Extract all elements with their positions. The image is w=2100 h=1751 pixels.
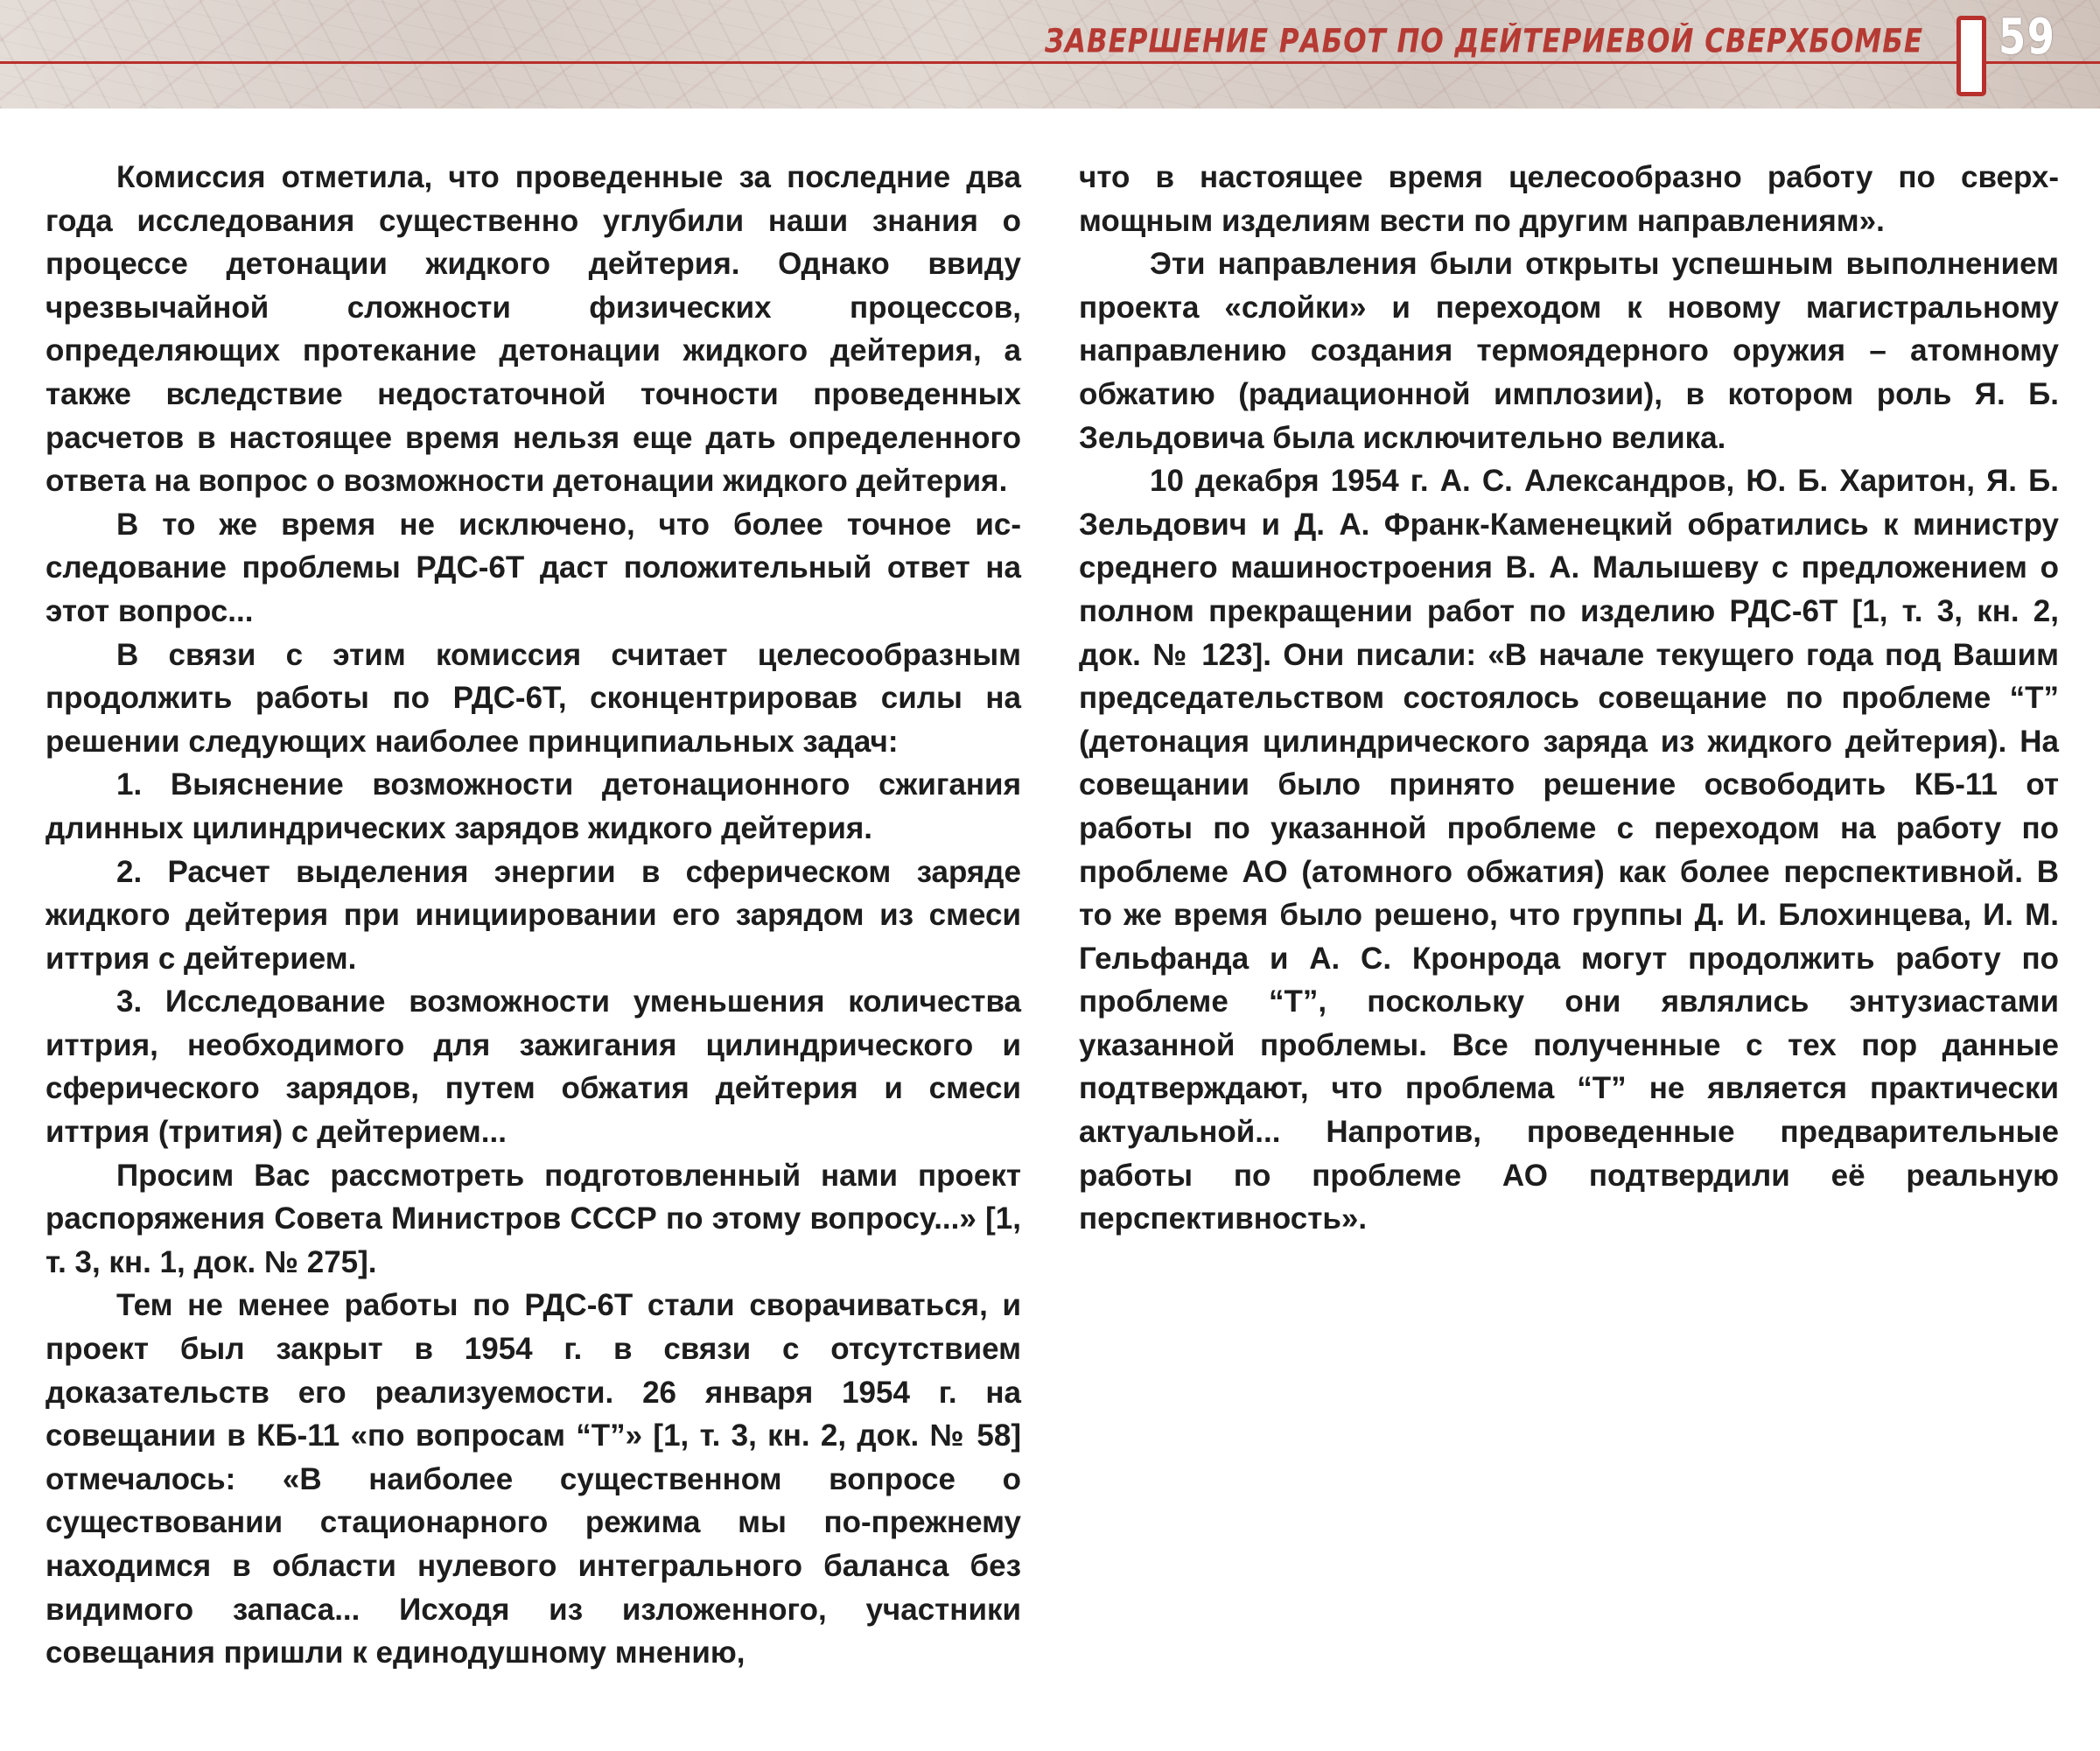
running-title: ЗАВЕРШЕНИЕ РАБОТ ПО ДЕЙТЕРИЕВОЙ СВЕРХБОМБЕ xyxy=(1044,23,1923,61)
paragraph: В связи с этим комиссия считает целесообразным продолжить работы по РДС-6Т, сконцентрировав силы на решении следующих наиболее принципиальных задач: xyxy=(46,637,1021,759)
paragraph: 1. Выяснение возможности детонационного сжигания длинных цилиндрических зарядов жидкого дейтерия. xyxy=(46,767,1021,845)
header-rule xyxy=(0,61,2100,64)
paragraph: Эти направления были открыты успешным выполнением проекта «слойки» и переходом к новому магистральному направлению создания термоядерного оружия – атомному обжатию (радиационной имплозии), в котором роль Я. Б. Зельдовича была исключительно велика. xyxy=(1079,247,2059,455)
paragraph: 3. Исследование возможности уменьшения количества иттрия, необходимого для зажигания цилиндрического и сферического зарядов, путем обжатия дейтерия и смеси иттрия (трития) с дейтерием... xyxy=(46,984,1021,1150)
paragraph: 10 декабря 1954 г. А. С. Александров, Ю. Б. Харитон, Я. Б. Зельдович и Д. А. Франк-Каменецкий обратились к министру среднего машиностроения В. А. Малышеву с предложением о полном прекращении работ по изделию РДС-6Т [1, т. 3, кн. 2, док. № 123]. Они писали: «В начале текущего года под Вашим председательством состоялось совещание по проблеме “Т” (детонация цилиндрического заряда из жидкого дейтерия). На совещании было принято решение освободить КБ-11 от работы по указанной проблеме с переходом на работу по проблеме АО (атомного обжатия) как более перспективной. В то же время было решено, что группы Д. И. Блохинцева, И. М. Гельфанда и А. С. Кронрода могут продолжить работу по проблеме “Т”, поскольку они являлись энтузиастами указанной проблемы. Все полученные с тех пор данные подтверждают, что проблема “Т” не является практически актуальной... Напротив, проведенные предварительные работы по проблеме АО подтвердили её реальную перспективность». xyxy=(1079,464,2059,1236)
paragraph: 2. Расчет выделения энергии в сферическом заряде жидкого дейтерия при инициировании его зарядом из смеси иттрия с дейтерием. xyxy=(46,854,1021,976)
paragraph: что в настоящее время целесообразно работу по сверхмощным изделиям вести по другим направлениям». xyxy=(1079,160,2059,238)
right-column xyxy=(1079,156,2059,1241)
paragraph: Просим Вас рассмотреть подготовленный нами проект распоряжения Совета Министров СССР по этому вопросу...» [1, т. 3, кн. 1, док. № 275]. xyxy=(46,1158,1021,1279)
paragraph: Тем не менее работы по РДС-6Т стали сворачиваться, и проект был закрыт в 1954 г. в связи с отсутствием доказательств его реализуемости. 26 января 1954 г. на совещании в КБ-11 «по вопросам “Т”» [1, т. 3, кн. 2, док. № 58] отмечалось: «В наиболее существенном вопросе о существовании стационарного режима мы по-прежнему находимся в области нулевого интегрального баланса без видимого запаса... Исходя из изложенного, участники совещания пришли к единодушному мнению, xyxy=(46,1288,1021,1670)
left-column xyxy=(46,156,1021,1675)
page-header xyxy=(0,0,2100,109)
chapter-marker-icon xyxy=(1956,16,1986,96)
paragraph: В то же время не исключено, что более точное исследование проблемы РДС-6Т даст положительный ответ на этот вопрос... xyxy=(46,507,1021,628)
page-number: 59 xyxy=(1998,9,2056,66)
paragraph: Комиссия отметила, что проведенные за последние два года исследования существенно углубили наши знания о процессе детонации жидкого дейтерия. Однако ввиду чрезвычайной сложности физических процессов, определяющих протекание детонации жидкого дейтерия, а также вследствие недостаточной точности проведенных расчетов в настоящее время нельзя еще дать определенного ответа на вопрос о возможности детонации жидкого дейтерия. xyxy=(46,160,1021,499)
